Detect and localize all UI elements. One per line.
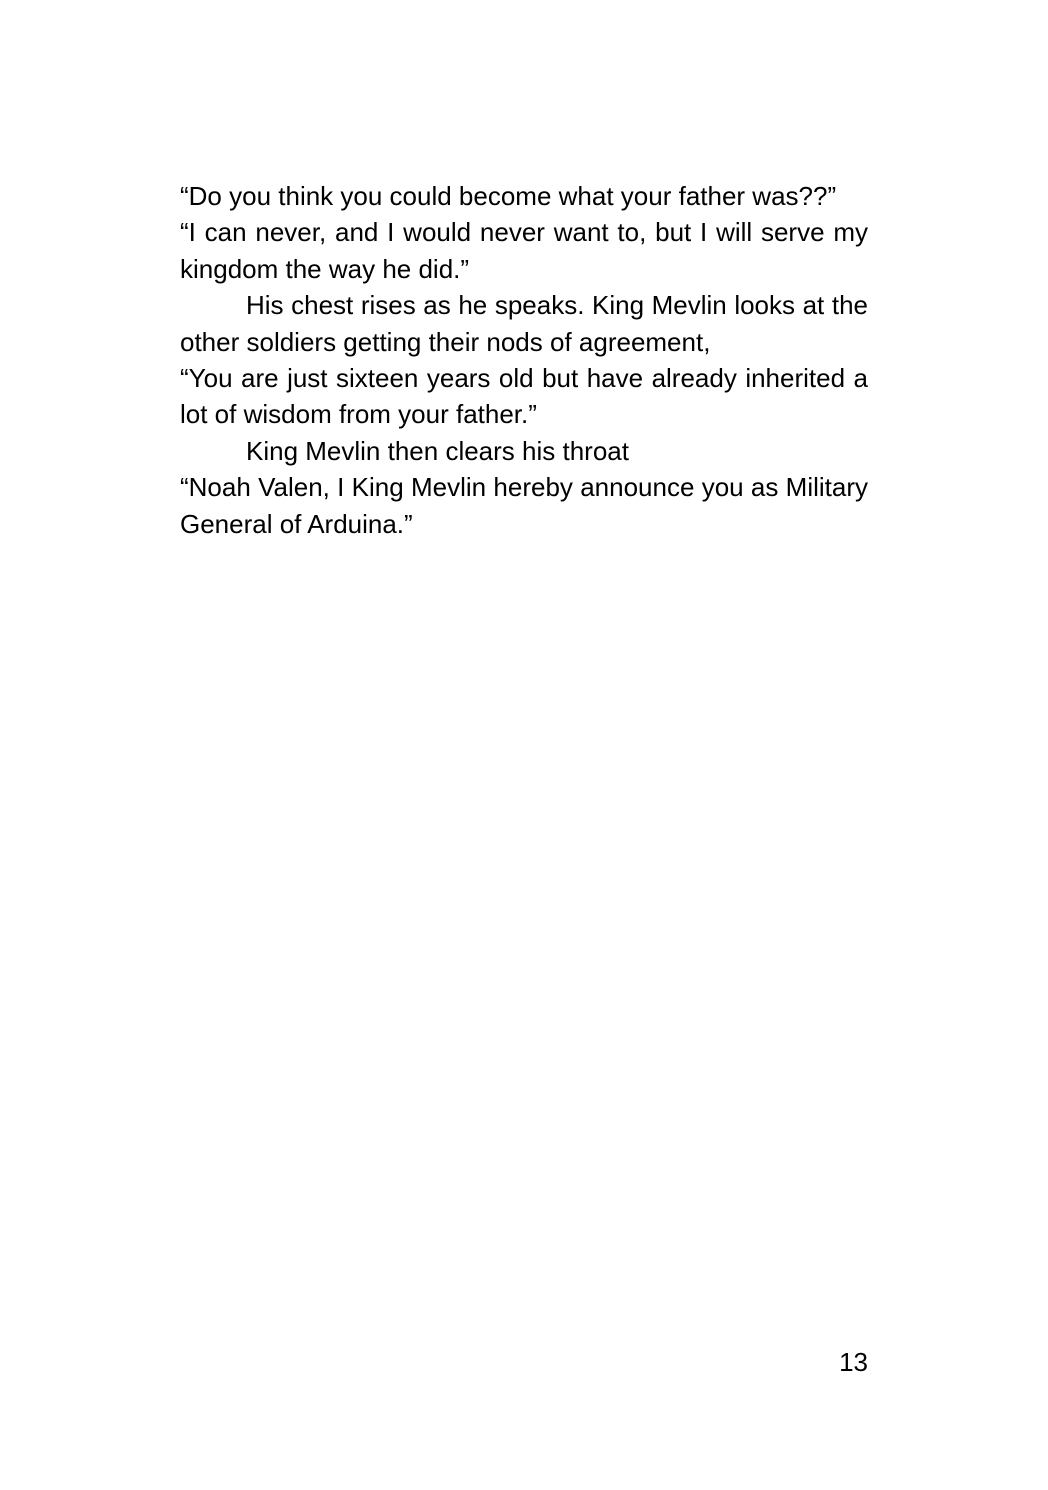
paragraph-narration-2: King Mevlin then clears his throat — [246, 435, 629, 466]
paragraph-dialogue-1: “Do you think you could become what your father was??” — [180, 181, 837, 211]
paragraph-narration-1: His chest rises as he speaks. King Mevlin looks at the other soldiers getting their nods of agreement, — [180, 290, 868, 357]
body-text — [180, 178, 868, 542]
paragraph-dialogue-2: “I can never, and I would never want to, but I will serve my kingdom the way he did.” — [180, 217, 868, 284]
paragraph-dialogue-3: “You are just sixteen years old but have already inherited a lot of wisdom from your father.” — [180, 363, 868, 430]
page-number: 13 — [839, 1347, 868, 1377]
paragraph-dialogue-4: “Noah Valen, I King Mevlin hereby announce you as Military General of Arduina.” — [180, 472, 868, 539]
